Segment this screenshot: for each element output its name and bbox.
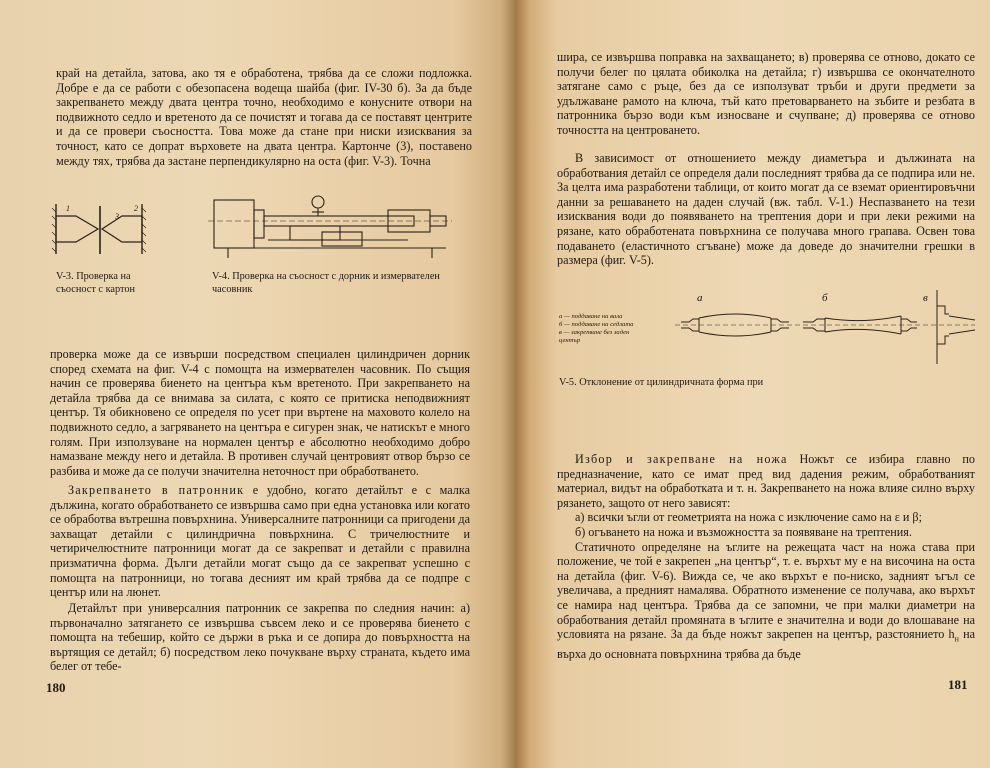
right-top-paragraph: [557, 50, 975, 138]
fig-v5-legend: [559, 313, 649, 345]
fig-v5-caption: V-5. Отклонение от цилиндричната форма при: [559, 377, 764, 388]
legend-item-c: в — закрепване без заден център: [559, 329, 630, 344]
figure-v5-deflection-diagram: [675, 288, 975, 368]
paragraph: шира, се извършва поправка на захващането; в) проверява се отново, докато се получи белег по цялата обиколка на детайла; г) извършва се окончателното затягане само с ръце, без да се използуват тръби и други предмети за удължаване рамото на ключа, тъй като претоварването на зъбите и резбата в патронника бързо води към износване и счупване; д) проверява се отново точността на центроването.: [557, 50, 975, 137]
fig-v3-label-1: 1: [66, 204, 70, 213]
page-number-right: 181: [948, 677, 968, 692]
left-top-paragraph: [56, 66, 472, 168]
right-page: [515, 0, 990, 768]
paragraph: В зависимост от отношението между диаметъра и дължината на обработвания детайл се определя дали последният трябва да се подпира или не. За целта има разработени таблици, от които могат да се вземат ориентировъчни данни за решаването на даден случай (вж. табл. V-1.) Неспазването на тези изисквания води до появяването на трептения дори и при леки режими на рязане, като обработената повърхнина се получава много грапава. Освен това подаването (еластичното сгъване) може да доведе до значителни грешки в размера (фиг. V-5).: [557, 151, 975, 268]
fig-v5-letter-b: б: [822, 292, 828, 304]
list-item-b: б) огъването на ножа и възможността за появяване на трептения.: [575, 524, 912, 539]
fig-v5-letter-a: а: [697, 292, 703, 304]
fig-v5-letter-c: в: [923, 292, 928, 304]
fig-v3-caption: V-3. Проверка на съосност с картон: [56, 271, 136, 295]
chuck-rest-text: е удобно, когато детайлът е с малка дължина, когато обработването се извършва само при една установка или когато се обработва вътрешна повърхнина. Универсалните патронници са пригодени да захващат детайли с цилиндрична повърхнина. С тричелюстните и четиричелюстните патронници могат да се закрепват и детайли с правилна призматична форма. Дълги детайли могат също да се закрепват успешно с помощта на патронници, но тогава десният им край трябва да се подпре с център или на люнет.: [50, 483, 471, 600]
paragraph: проверка може да се извърши посредством специален цилиндричен дорник според схемата на фиг. V-4 с помощта на измервателен часовник. По същия начин се проверява биенето на центъра към вретеното. При закрепването на детайла трябва да се внимава за силата, с която се притиска неподвижният център. Тя обикновено се определя по усет при въртене на маховото колело на подвижното седло, а загряването на центъра е сигурен знак, че натискът е много голям. При използуване на нормален център е абсолютно необходимо добро намазване между него и детайла. В противен случай центровият отвор бързо се разбива и може да се получи значителна неточност при обработването.: [50, 347, 470, 478]
paragraph: Детайлът при универсалния патронник се закрепва по следния начин: а) първоначално затягането се извършва съвсем леко и се проверява биенето с помощта на тебешир, който се държи в ръка и се допира до повърхността на въртящия се детайл; б) посредством леко почукване върху страната, където има белег от тебе-: [50, 601, 470, 674]
left-chuck-paragraph: [50, 483, 470, 600]
right-ratio-paragraph: [557, 151, 975, 268]
left-mid-paragraph: [50, 347, 470, 478]
legend-item-b: б — поддаване на седлата: [559, 321, 634, 328]
chuck-lead-text: Закрепването в патронник: [68, 483, 245, 497]
gutter-shadow: [501, 0, 515, 768]
list-item-a: а) всички ъгли от геометрията на ножа с изключение само на ε и β;: [575, 510, 923, 525]
knife-rest-text: Ножът се избира главно по предназначение, като се имат пред вид дадения режим, обработваният материал, видът на обработката и т. н. Закрепването на ножа влияе силно върху рязането, защото от него зависят:: [557, 452, 975, 510]
gutter-shadow: [515, 0, 529, 768]
figure-v4-lathe-diagram: [208, 192, 452, 264]
fig-v4-caption: V-4. Проверка на съосност с дорник и измервателен часовник: [212, 271, 440, 295]
left-universal-paragraph: [50, 601, 470, 674]
page-number-left: 180: [46, 680, 66, 695]
paragraph: край на детайла, затова, ако тя е обработена, трябва да се сложи подложка. Добре е да се работи с обезопасена водеща шайба (фиг. IV-30 б). За да бъде закрепването между двата центра точно, необходимо е конусните отвори на подвижното седло и вретеното да се почистят и тогава да се поставят центрите и да се провери съосността. Това може да стане при ниски изисквания за точност, като се допрат върховете на двата центра. Картонче (3), поставено между тях, трябва да застане перпендикулярно на оста (фиг. V-3). Точна: [56, 66, 472, 168]
right-knife-paragraph: [557, 452, 975, 662]
legend-item-a: а — поддаване на вала: [559, 313, 623, 320]
knife-lead-text: Избор и закрепване на ножа: [575, 452, 788, 466]
paragraph-static: Статичното определяне на ъглите на режещата част на ножа става при положение, че той е закрепен „на център“, т. е. върхът му е на височина на оста на детайла (фиг. V-6). Вижда се, че ако върхът е по-ниско, задният ъгъл се увеличава, а предният намалява. Обратното изменение се получава, ако върхът се намира над центъра. Трябва да се запомни, че при малки диаметри на обработвания детайл промяната в ъглите е значителна и води до влошаване на условията на рязане. За да бъде ножът закрепен на център, разстоянието $h_н$ на върха до основната повърхнина трябва да бъде: [557, 539, 975, 662]
fig-v3-label-3: 3: [115, 212, 119, 221]
fig-v3-label-2: 2: [134, 204, 138, 213]
